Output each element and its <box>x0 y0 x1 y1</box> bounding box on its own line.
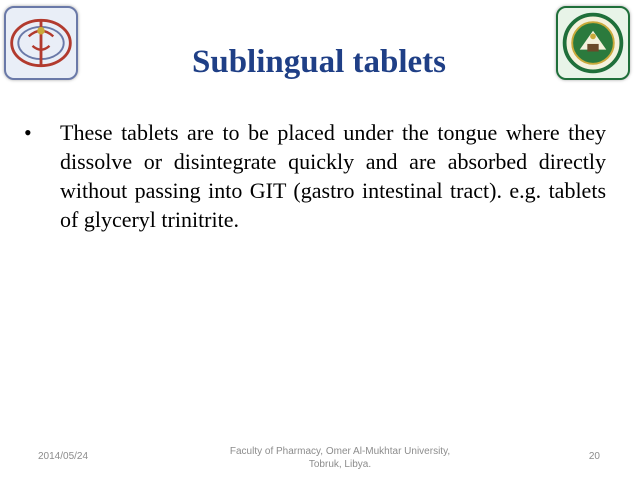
page-number: 20 <box>588 451 600 462</box>
footer-affiliation-line2: Tobruk, Libya. <box>308 459 372 470</box>
footer-date: 2014/05/24 <box>38 451 89 462</box>
footer-affiliation <box>200 445 480 471</box>
footer-affiliation-line1: Faculty of Pharmacy, Omer Al-Mukhtar University, <box>229 446 451 457</box>
bullet-text: These tablets are to be placed under the tongue where they dissolve or disintegrate quickly and are absorbed directly without passing into GIT (gastro intestinal tract). e.g. tablets of glyceryl trinitrite. <box>60 120 606 232</box>
pharmacy-faculty-logo-icon <box>4 6 78 80</box>
university-seal-logo-icon <box>556 6 630 80</box>
slide-title: Sublingual tablets <box>191 44 446 80</box>
bullet-marker: • <box>24 120 32 145</box>
bullet-item <box>24 118 606 234</box>
